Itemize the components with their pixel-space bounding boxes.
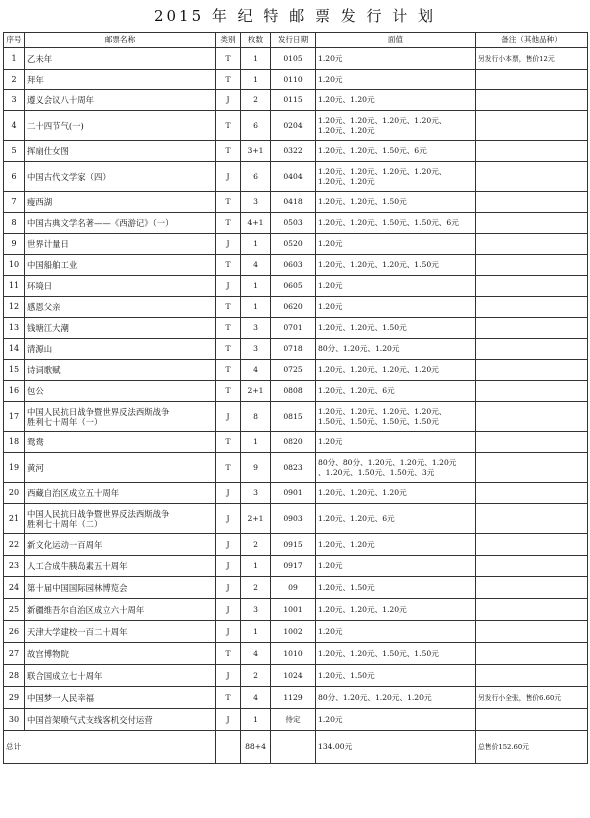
cell-no: 8 xyxy=(4,213,25,234)
table-row xyxy=(4,453,588,483)
cell-note xyxy=(476,141,588,162)
table-row xyxy=(4,234,588,255)
header-date: 发行日期 xyxy=(271,33,316,48)
cell-no: 19 xyxy=(4,453,25,483)
table-row xyxy=(4,318,588,339)
cell-count: 1 xyxy=(241,709,271,731)
cell-name: 中国人民抗日战争暨世界反法西斯战争 胜利七十周年（二） xyxy=(25,504,216,534)
cell-date: 09 xyxy=(271,577,316,599)
stamp-issue-table xyxy=(3,32,588,764)
cell-value: 1.20元、1.20元、1.50元、1.50元 xyxy=(316,643,476,665)
cell-count: 2 xyxy=(241,577,271,599)
cell-category: T xyxy=(216,643,241,665)
cell-note xyxy=(476,599,588,621)
cell-value: 1.20元 xyxy=(316,709,476,731)
cell-count: 3 xyxy=(241,318,271,339)
cell-name: 挥扇仕女图 xyxy=(25,141,216,162)
cell-note xyxy=(476,255,588,276)
cell-value: 1.20元、1.20元、1.20元、1.20元、 1.50元、1.50元、1.50元、1.50元 xyxy=(316,402,476,432)
table-row xyxy=(4,402,588,432)
cell-no: 29 xyxy=(4,687,25,709)
table-row xyxy=(4,504,588,534)
header-note: 备注（其他品种） xyxy=(476,33,588,48)
cell-date: 1010 xyxy=(271,643,316,665)
page-title: 2015 年 纪 特 邮 票 发 行 计 划 xyxy=(153,7,437,25)
table-row xyxy=(4,48,588,70)
cell-value: 1.20元、1.20元、1.20元 xyxy=(316,599,476,621)
cell-name: 瘦西湖 xyxy=(25,192,216,213)
cell-count: 2+1 xyxy=(241,381,271,402)
cell-no: 12 xyxy=(4,297,25,318)
cell-value: 1.20元 xyxy=(316,556,476,577)
cell-name: 包公 xyxy=(25,381,216,402)
cell-category: T xyxy=(216,687,241,709)
cell-no: 10 xyxy=(4,255,25,276)
cell-category: T xyxy=(216,255,241,276)
cell-date: 0701 xyxy=(271,318,316,339)
table-row xyxy=(4,534,588,556)
cell-name: 第十届中国国际园林博览会 xyxy=(25,577,216,599)
cell-category: T xyxy=(216,111,241,141)
cell-value: 1.20元 xyxy=(316,234,476,255)
cell-no: 6 xyxy=(4,162,25,192)
cell-count: 3 xyxy=(241,599,271,621)
table-row xyxy=(4,621,588,643)
cell-category: J xyxy=(216,534,241,556)
cell-count: 1 xyxy=(241,297,271,318)
cell-value: 1.20元、1.20元 xyxy=(316,90,476,111)
cell-count: 1 xyxy=(241,276,271,297)
cell-count: 8 xyxy=(241,402,271,432)
cell-date: 0718 xyxy=(271,339,316,360)
cell-count: 9 xyxy=(241,453,271,483)
table-row xyxy=(4,483,588,504)
cell-note xyxy=(476,70,588,90)
cell-count: 1 xyxy=(241,432,271,453)
cell-note xyxy=(476,665,588,687)
cell-count: 4 xyxy=(241,360,271,381)
cell-no: 4 xyxy=(4,111,25,141)
cell-note xyxy=(476,111,588,141)
cell-date: 0725 xyxy=(271,360,316,381)
cell-name: 人工合成牛胰岛素五十周年 xyxy=(25,556,216,577)
cell-category: T xyxy=(216,339,241,360)
cell-category: T xyxy=(216,360,241,381)
cell-value: 1.20元 xyxy=(316,48,476,70)
cell-date: 0404 xyxy=(271,162,316,192)
cell-value: 1.20元 xyxy=(316,432,476,453)
cell-category: T xyxy=(216,192,241,213)
cell-no: 15 xyxy=(4,360,25,381)
cell-count: 3+1 xyxy=(241,141,271,162)
cell-count: 4 xyxy=(241,255,271,276)
cell-note xyxy=(476,234,588,255)
cell-note xyxy=(476,192,588,213)
cell-date: 0903 xyxy=(271,504,316,534)
table-row xyxy=(4,360,588,381)
cell-category: J xyxy=(216,709,241,731)
cell-no: 2 xyxy=(4,70,25,90)
header-name: 邮票名称 xyxy=(25,33,216,48)
table-row xyxy=(4,90,588,111)
cell-count: 4+1 xyxy=(241,213,271,234)
cell-value: 1.20元 xyxy=(316,621,476,643)
cell-value: 1.20元、1.20元、6元 xyxy=(316,504,476,534)
cell-note xyxy=(476,556,588,577)
cell-category: T xyxy=(216,48,241,70)
cell-count: 4 xyxy=(241,643,271,665)
cell-category: T xyxy=(216,70,241,90)
cell-value: 1.20元、1.20元、1.50元、1.50元、6元 xyxy=(316,213,476,234)
cell-no: 16 xyxy=(4,381,25,402)
cell-value: 1.20元、1.50元 xyxy=(316,665,476,687)
cell-name: 中国古典文学名著——《西游记》（一） xyxy=(25,213,216,234)
cell-note xyxy=(476,504,588,534)
cell-category: T xyxy=(216,453,241,483)
cell-name: 清源山 xyxy=(25,339,216,360)
table-row xyxy=(4,162,588,192)
cell-name: 中国梦一人民幸福 xyxy=(25,687,216,709)
cell-name: 黄河 xyxy=(25,453,216,483)
cell-no: 25 xyxy=(4,599,25,621)
cell-no: 13 xyxy=(4,318,25,339)
cell-category: J xyxy=(216,402,241,432)
cell-name: 环境日 xyxy=(25,276,216,297)
cell-no: 20 xyxy=(4,483,25,504)
cell-count: 4 xyxy=(241,687,271,709)
cell-name: 二十四节气(一) xyxy=(25,111,216,141)
cell-no: 21 xyxy=(4,504,25,534)
cell-category: T xyxy=(216,432,241,453)
cell-note xyxy=(476,339,588,360)
table-row xyxy=(4,297,588,318)
cell-name: 中国人民抗日战争暨世界反法西斯战争 胜利七十周年（一） xyxy=(25,402,216,432)
cell-value: 80分、80分、1.20元、1.20元、1.20元 、1.20元、1.50元、1.50元、3元 xyxy=(316,453,476,483)
cell-no: 7 xyxy=(4,192,25,213)
cell-date: 1024 xyxy=(271,665,316,687)
header-category: 类别 xyxy=(216,33,241,48)
cell-value: 1.20元、1.20元、1.50元 xyxy=(316,192,476,213)
table-row xyxy=(4,709,588,731)
cell-date: 0115 xyxy=(271,90,316,111)
table-row xyxy=(4,665,588,687)
cell-name: 诗词歌赋 xyxy=(25,360,216,381)
cell-value: 1.20元、1.20元、1.50元、6元 xyxy=(316,141,476,162)
cell-date: 0917 xyxy=(271,556,316,577)
cell-note xyxy=(476,643,588,665)
table-row xyxy=(4,111,588,141)
table-row xyxy=(4,255,588,276)
cell-note xyxy=(476,360,588,381)
cell-category: T xyxy=(216,318,241,339)
cell-no: 17 xyxy=(4,402,25,432)
cell-count: 1 xyxy=(241,234,271,255)
cell-name: 中国首架喷气式支线客机交付运营 xyxy=(25,709,216,731)
cell-name: 拜年 xyxy=(25,70,216,90)
cell-note xyxy=(476,621,588,643)
cell-date: 0105 xyxy=(271,48,316,70)
cell-note xyxy=(476,432,588,453)
cell-value: 1.20元、1.20元 xyxy=(316,534,476,556)
table-row xyxy=(4,339,588,360)
cell-value: 1.20元、1.20元、1.20元、1.20元、 1.20元、1.20元 xyxy=(316,162,476,192)
total-label: 总计 xyxy=(4,731,216,764)
cell-category: J xyxy=(216,599,241,621)
header-count: 枚数 xyxy=(241,33,271,48)
cell-date: 0823 xyxy=(271,453,316,483)
cell-count: 6 xyxy=(241,162,271,192)
cell-category: J xyxy=(216,504,241,534)
cell-no: 26 xyxy=(4,621,25,643)
header-no: 序号 xyxy=(4,33,25,48)
cell-no: 22 xyxy=(4,534,25,556)
cell-count: 3 xyxy=(241,339,271,360)
cell-date: 0603 xyxy=(271,255,316,276)
table-row xyxy=(4,276,588,297)
cell-note xyxy=(476,276,588,297)
cell-name: 新文化运动一百周年 xyxy=(25,534,216,556)
cell-date: 0915 xyxy=(271,534,316,556)
cell-date: 待定 xyxy=(271,709,316,731)
cell-note xyxy=(476,577,588,599)
cell-note xyxy=(476,534,588,556)
table-header-row xyxy=(4,33,588,48)
cell-no: 5 xyxy=(4,141,25,162)
cell-category: J xyxy=(216,556,241,577)
cell-name: 感恩父亲 xyxy=(25,297,216,318)
total-count: 88+4 xyxy=(241,731,271,764)
cell-date: 0110 xyxy=(271,70,316,90)
cell-name: 中国船舶工业 xyxy=(25,255,216,276)
cell-category: J xyxy=(216,665,241,687)
cell-note xyxy=(476,381,588,402)
cell-value: 80分、1.20元、1.20元、1.20元 xyxy=(316,687,476,709)
table-row xyxy=(4,192,588,213)
cell-name: 中国古代文学家（四） xyxy=(25,162,216,192)
cell-category: T xyxy=(216,297,241,318)
cell-no: 24 xyxy=(4,577,25,599)
cell-count: 1 xyxy=(241,556,271,577)
cell-category: J xyxy=(216,577,241,599)
cell-value: 1.20元、1.20元、1.20元、1.20元、 1.20元、1.20元 xyxy=(316,111,476,141)
cell-date: 0815 xyxy=(271,402,316,432)
table-row xyxy=(4,687,588,709)
table-row xyxy=(4,432,588,453)
cell-note xyxy=(476,162,588,192)
cell-category: J xyxy=(216,234,241,255)
cell-no: 11 xyxy=(4,276,25,297)
total-row xyxy=(4,731,588,764)
cell-count: 3 xyxy=(241,483,271,504)
table-row xyxy=(4,381,588,402)
cell-date: 0418 xyxy=(271,192,316,213)
cell-count: 6 xyxy=(241,111,271,141)
cell-name: 联合国成立七十周年 xyxy=(25,665,216,687)
cell-value: 1.20元、1.50元 xyxy=(316,577,476,599)
cell-date: 0503 xyxy=(271,213,316,234)
cell-date: 0322 xyxy=(271,141,316,162)
header-value: 面值 xyxy=(316,33,476,48)
cell-count: 2 xyxy=(241,665,271,687)
cell-no: 9 xyxy=(4,234,25,255)
cell-note xyxy=(476,402,588,432)
cell-value: 1.20元、1.20元、1.50元 xyxy=(316,318,476,339)
table-row xyxy=(4,556,588,577)
cell-category: J xyxy=(216,621,241,643)
cell-date: 1001 xyxy=(271,599,316,621)
cell-name: 故宫博物院 xyxy=(25,643,216,665)
cell-value: 1.20元、1.20元、1.20元、1.50元 xyxy=(316,255,476,276)
total-category xyxy=(216,731,241,764)
cell-value: 1.20元 xyxy=(316,297,476,318)
cell-no: 23 xyxy=(4,556,25,577)
cell-name: 遵义会议八十周年 xyxy=(25,90,216,111)
cell-category: J xyxy=(216,162,241,192)
cell-no: 28 xyxy=(4,665,25,687)
cell-no: 14 xyxy=(4,339,25,360)
cell-no: 18 xyxy=(4,432,25,453)
cell-value: 1.20元、1.20元、1.20元、1.20元 xyxy=(316,360,476,381)
cell-category: T xyxy=(216,141,241,162)
cell-count: 1 xyxy=(241,48,271,70)
cell-count: 1 xyxy=(241,621,271,643)
cell-name: 乙未年 xyxy=(25,48,216,70)
table-row xyxy=(4,577,588,599)
cell-date: 0520 xyxy=(271,234,316,255)
cell-value: 80分、1.20元、1.20元 xyxy=(316,339,476,360)
cell-category: T xyxy=(216,381,241,402)
cell-category: J xyxy=(216,483,241,504)
cell-date: 0808 xyxy=(271,381,316,402)
cell-date: 1129 xyxy=(271,687,316,709)
cell-note xyxy=(476,297,588,318)
cell-name: 世界计量日 xyxy=(25,234,216,255)
cell-date: 1002 xyxy=(271,621,316,643)
total-date xyxy=(271,731,316,764)
cell-value: 1.20元 xyxy=(316,70,476,90)
cell-count: 3 xyxy=(241,192,271,213)
table-row xyxy=(4,599,588,621)
cell-date: 0620 xyxy=(271,297,316,318)
table-row xyxy=(4,213,588,234)
total-note: 总售价152.60元 xyxy=(476,731,588,764)
total-value: 134.00元 xyxy=(316,731,476,764)
cell-value: 1.20元、1.20元、6元 xyxy=(316,381,476,402)
cell-note: 另发行小全张，售价6.60元 xyxy=(476,687,588,709)
cell-date: 0605 xyxy=(271,276,316,297)
cell-no: 30 xyxy=(4,709,25,731)
cell-note xyxy=(476,453,588,483)
cell-value: 1.20元、1.20元、1.20元 xyxy=(316,483,476,504)
table-row xyxy=(4,643,588,665)
cell-date: 0204 xyxy=(271,111,316,141)
cell-no: 1 xyxy=(4,48,25,70)
table-row xyxy=(4,141,588,162)
cell-name: 钱塘江大潮 xyxy=(25,318,216,339)
cell-count: 1 xyxy=(241,70,271,90)
cell-category: T xyxy=(216,213,241,234)
cell-note: 另发行小本票，售价12元 xyxy=(476,48,588,70)
cell-no: 3 xyxy=(4,90,25,111)
cell-count: 2 xyxy=(241,90,271,111)
cell-name: 鸳鸯 xyxy=(25,432,216,453)
cell-name: 西藏自治区成立五十周年 xyxy=(25,483,216,504)
cell-value: 1.20元 xyxy=(316,276,476,297)
cell-date: 0820 xyxy=(271,432,316,453)
cell-category: J xyxy=(216,276,241,297)
cell-no: 27 xyxy=(4,643,25,665)
cell-count: 2 xyxy=(241,534,271,556)
cell-note xyxy=(476,709,588,731)
cell-note xyxy=(476,90,588,111)
cell-name: 天津大学建校一百二十周年 xyxy=(25,621,216,643)
cell-note xyxy=(476,318,588,339)
table-row xyxy=(4,70,588,90)
cell-note xyxy=(476,483,588,504)
cell-category: J xyxy=(216,90,241,111)
cell-note xyxy=(476,213,588,234)
cell-date: 0901 xyxy=(271,483,316,504)
cell-count: 2+1 xyxy=(241,504,271,534)
cell-name: 新疆维吾尔自治区成立六十周年 xyxy=(25,599,216,621)
